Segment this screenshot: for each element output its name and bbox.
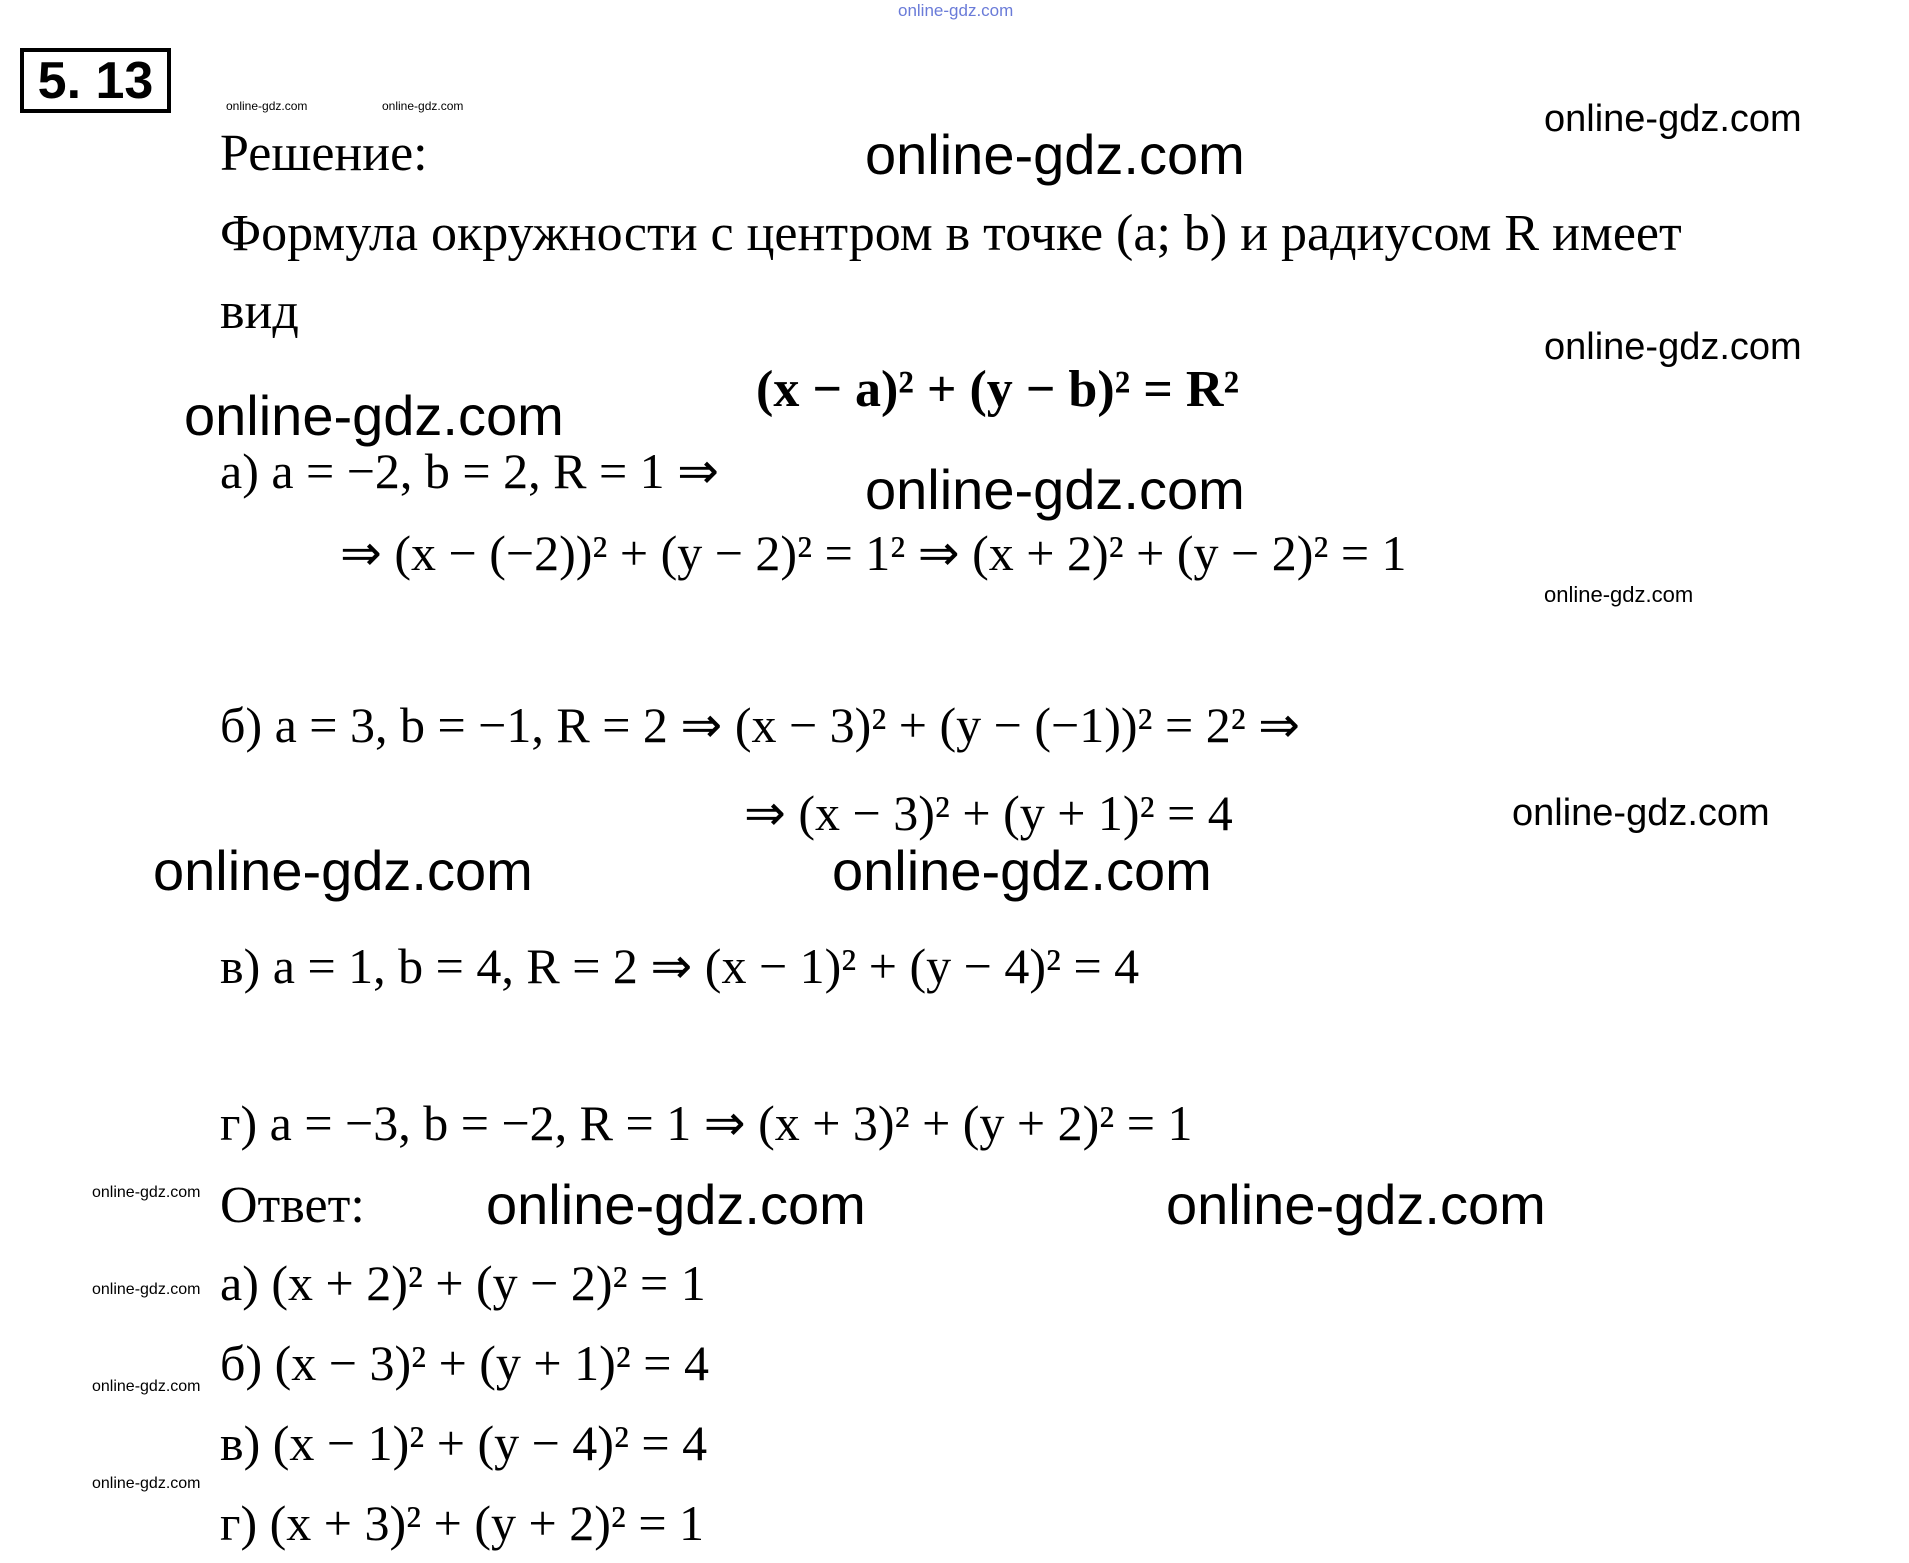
- watermark-small: online-gdz.com: [226, 99, 308, 113]
- answer-b: б) (x − 3)² + (y + 1)² = 4: [220, 1335, 709, 1391]
- solution-heading: Решение:: [220, 125, 428, 182]
- watermark-large: online-gdz.com: [184, 384, 564, 447]
- watermark-large: online-gdz.com: [486, 1173, 866, 1236]
- problem-number: 5. 13: [37, 51, 154, 110]
- circle-formula: (x − a)² + (y − b)² = R²: [756, 361, 1240, 418]
- intro-text-line2: вид: [220, 283, 299, 340]
- watermark-large: online-gdz.com: [153, 839, 533, 902]
- answer-g: г) (x + 3)² + (y + 2)² = 1: [220, 1495, 705, 1551]
- intro-text-line1: Формула окружности с центром в точке (a; b) и радиусом R имеет: [220, 205, 1682, 262]
- watermark-small: online-gdz.com: [92, 1281, 201, 1298]
- answer-a: а) (x + 2)² + (y − 2)² = 1: [220, 1255, 706, 1311]
- watermark-large: online-gdz.com: [1166, 1173, 1546, 1236]
- watermark-top: online-gdz.com: [898, 1, 1014, 20]
- problem-number-box: [20, 48, 171, 113]
- watermark-small: online-gdz.com: [92, 1475, 201, 1492]
- watermark-small: online-gdz.com: [92, 1378, 201, 1395]
- watermark-large: online-gdz.com: [832, 839, 1212, 902]
- part-a-line2: ⇒ (x − (−2))² + (y − 2)² = 1² ⇒ (x + 2)² + (y − 2)² = 1: [340, 525, 1407, 581]
- part-b-line1: б) a = 3, b = −1, R = 2 ⇒ (x − 3)² + (y − (−1))² = 2² ⇒: [220, 697, 1301, 753]
- watermark-large: online-gdz.com: [865, 123, 1245, 186]
- answer-v: в) (x − 1)² + (y − 4)² = 4: [220, 1415, 708, 1471]
- watermark-small: online-gdz.com: [92, 1184, 201, 1201]
- watermark-small: online-gdz.com: [382, 99, 464, 113]
- watermark-large: online-gdz.com: [865, 458, 1245, 521]
- part-v-line: в) a = 1, b = 4, R = 2 ⇒ (x − 1)² + (y − 4)² = 4: [220, 938, 1140, 994]
- watermark-medium: online-gdz.com: [1544, 326, 1802, 368]
- part-b-line2: ⇒ (x − 3)² + (y + 1)² = 4: [744, 785, 1233, 841]
- watermark-medium: online-gdz.com: [1512, 792, 1770, 834]
- watermark-medium: online-gdz.com: [1544, 98, 1802, 140]
- part-g-line: г) a = −3, b = −2, R = 1 ⇒ (x + 3)² + (y + 2)² = 1: [220, 1095, 1193, 1151]
- watermark-small: online-gdz.com: [1544, 582, 1694, 607]
- answer-heading: Ответ:: [220, 1177, 365, 1234]
- part-a-line1: а) a = −2, b = 2, R = 1 ⇒: [220, 443, 720, 499]
